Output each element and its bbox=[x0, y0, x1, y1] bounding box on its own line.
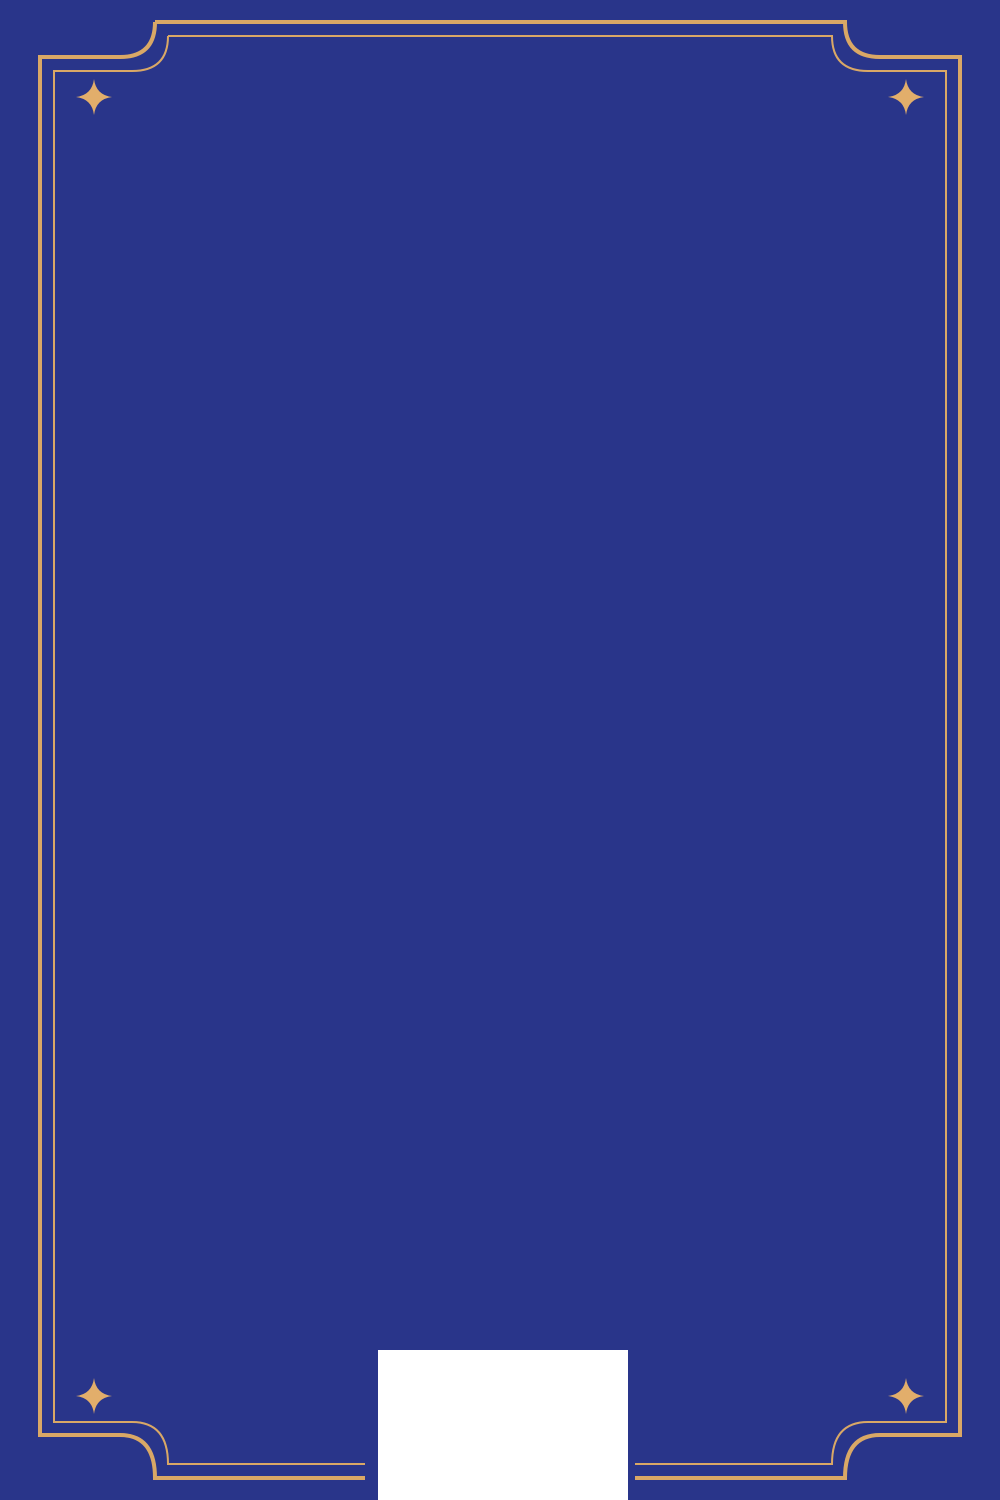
sparkle-star-icon bbox=[76, 79, 112, 115]
barcode-panel bbox=[378, 1350, 628, 1500]
sparkle-star-icon bbox=[888, 79, 924, 115]
barcode-icon bbox=[402, 1376, 602, 1472]
drop-cap bbox=[124, 393, 210, 471]
sparkle-star-icon bbox=[76, 1378, 112, 1414]
sparkle-star-icon bbox=[888, 1378, 924, 1414]
